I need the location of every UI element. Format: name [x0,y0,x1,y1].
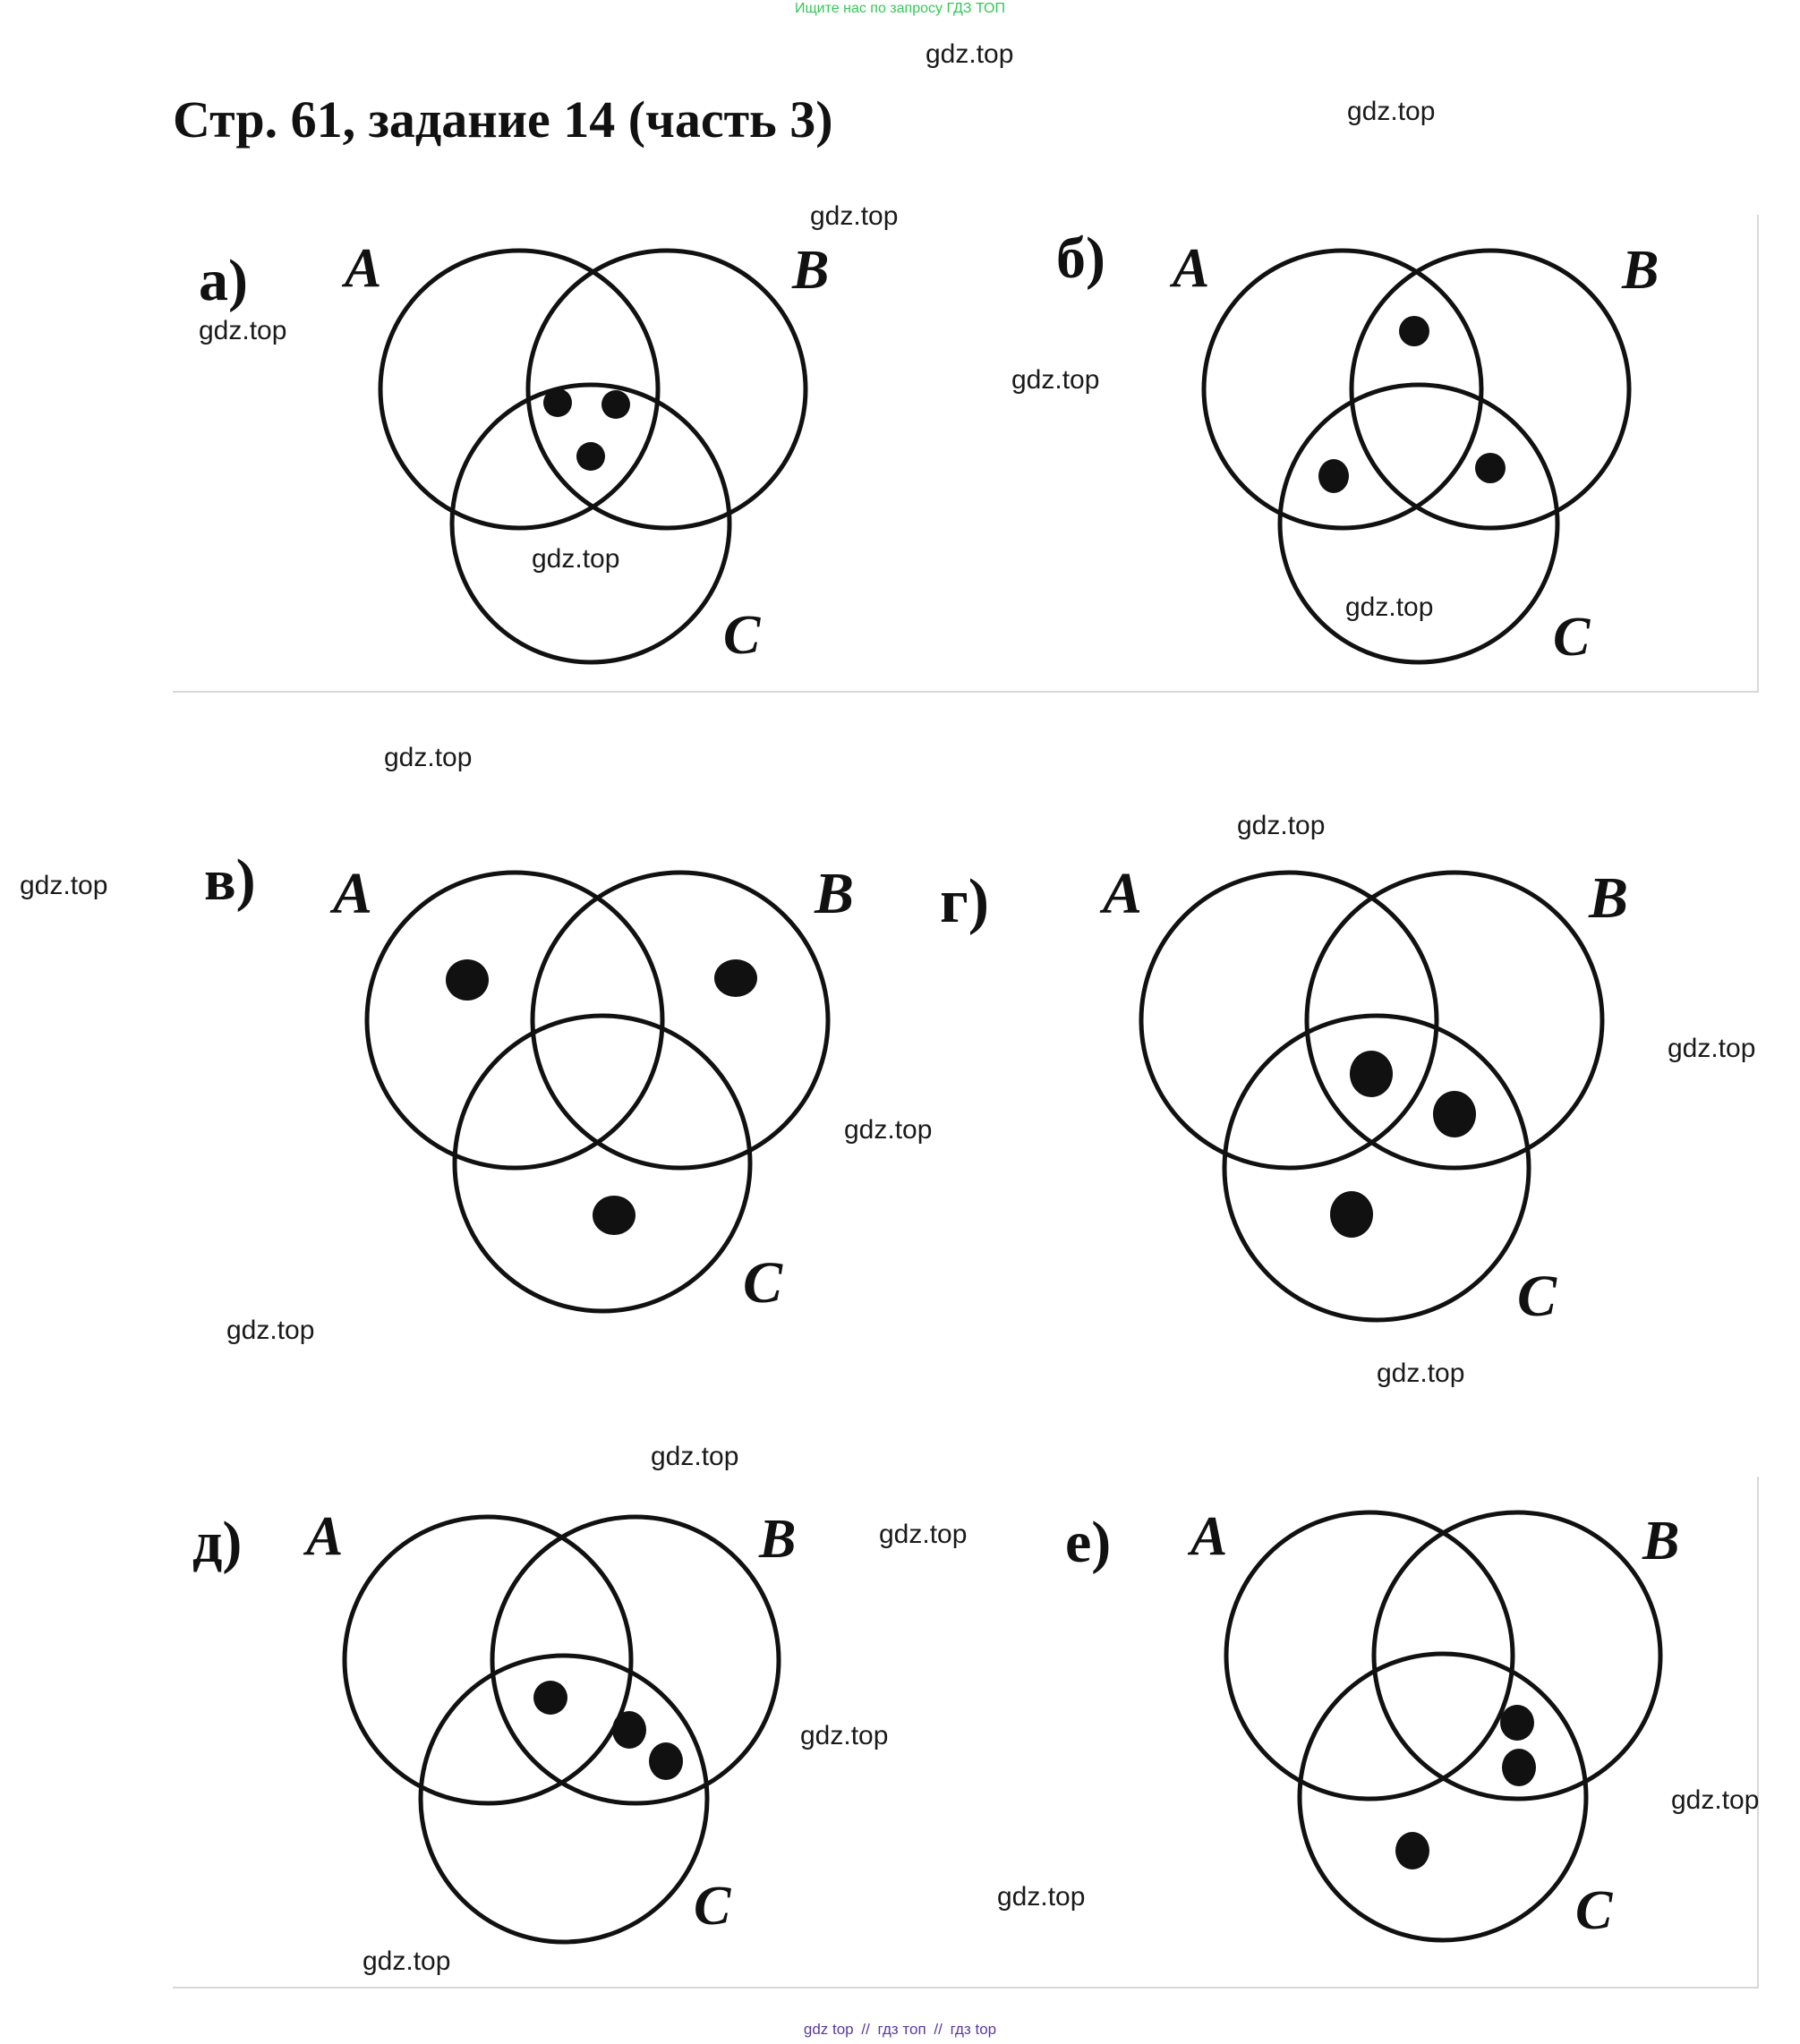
dot [1500,1705,1534,1741]
circle-label-b: B [792,240,830,301]
circle-label-a: A [1190,1506,1228,1567]
circle-label-c: C [1553,607,1591,668]
watermark: gdz.top [1347,97,1436,126]
dot [446,959,489,1001]
dot [593,1196,636,1235]
circle-label-b: B [1622,240,1659,301]
footer-separator: // [861,2021,870,2038]
panel-g-dots [1330,1051,1476,1238]
watermark: gdz.top [1377,1358,1465,1388]
dot [1399,316,1429,346]
circle-label-a: A [345,238,382,299]
panel-label-e: е) [1065,1510,1112,1575]
watermark: gdz.top [926,39,1014,69]
watermark: gdz.top [879,1520,968,1549]
dot [1350,1051,1393,1097]
page-title: Стр. 61, задание 14 (часть 3) [173,90,833,149]
circle-label-c: C [723,605,761,666]
dot [714,959,757,997]
panel-label-b: б) [1056,226,1105,291]
dot [1433,1091,1476,1137]
watermark: gdz.top [20,871,108,900]
dot [601,390,630,419]
circle-label-a: A [333,861,373,926]
panel-e [1226,1512,1660,1940]
panel-a-dots [543,388,630,471]
watermark: gdz.top [1671,1785,1760,1815]
dot [1330,1191,1373,1238]
circle-a [1141,873,1437,1168]
dot [576,442,605,471]
panel-label-g: г) [940,867,990,936]
panel-v-dots [446,959,757,1235]
circle-label-a: A [1103,861,1143,926]
watermark: gdz.top [810,201,899,231]
dot [612,1711,646,1749]
watermark: gdz.top [1345,592,1434,622]
watermark: gdz.top [199,316,287,345]
watermark: gdz.top [800,1721,889,1750]
panel-label-a: а) [199,248,248,313]
circle-label-b: B [759,1509,797,1570]
footer [0,2021,1800,2039]
footer-separator: // [934,2021,943,2038]
circle-label-a: A [1173,238,1210,299]
watermark: gdz.top [363,1946,451,1976]
watermark: gdz.top [226,1316,315,1345]
circle-label-b: B [1589,865,1629,931]
circle-label-c: C [1575,1880,1613,1941]
dot [543,388,572,417]
circle-label-c: C [1517,1264,1557,1329]
circle-label-a: A [306,1506,344,1567]
watermark: gdz.top [1011,365,1100,395]
watermark: gdz.top [651,1442,739,1471]
dot [533,1681,567,1715]
panel-v [367,873,828,1311]
watermark: gdz.top [532,544,620,574]
footer-item: гдз top [950,2021,997,2038]
circle-label-c: C [694,1876,731,1937]
watermark: gdz.top [384,743,473,772]
circle-b [528,251,806,528]
banner-text: Ищите нас по запросу ГДЗ ТОП [795,1,1005,16]
dot [1318,459,1349,493]
dot [649,1742,683,1780]
watermark: gdz.top [1237,811,1326,840]
dot [1502,1749,1536,1786]
watermark: gdz.top [997,1882,1086,1912]
watermark: gdz.top [1668,1034,1756,1063]
panel-label-v: в) [204,847,256,913]
circle-label-b: B [1642,1511,1680,1571]
panel-label-d: д) [192,1510,243,1575]
dot [1395,1832,1429,1869]
footer-item: gdz top [803,2021,854,2038]
footer-item: гдз топ [877,2021,926,2038]
circle-label-c: C [743,1250,783,1316]
circle-a [345,1517,631,1803]
watermark: gdz.top [844,1115,933,1145]
circle-label-b: B [815,861,855,926]
dot [1475,453,1506,483]
circle-a [367,873,662,1168]
